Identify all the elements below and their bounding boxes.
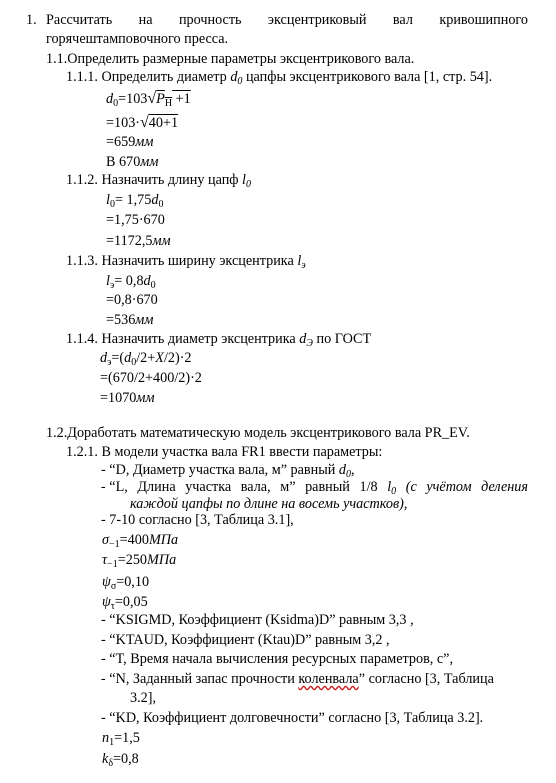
formula-l0-substitution: =1,75·670	[106, 212, 165, 228]
param-D-line: - “D, Диаметр участка вала, м” равный $d_0$,	[101, 462, 355, 480]
item1-first-line: Рассчитать на прочность эксцентриковый вал кривошипного	[46, 12, 528, 28]
param-KD-line: - “KD, Коэффициент долговечности” согласно [3, Таблица 3.2].	[101, 710, 484, 726]
section-1-1-4-title: 1.1.4. Назначить диаметр эксцентрика $d_Э$ по ГОСТ	[66, 331, 372, 349]
param-ksigmd-line: - “KSIGMD, Коэффициент (Ksidma)D” равным 3,3 ,	[101, 612, 414, 628]
param-psi-tau: $\psi_\tau=0,05$	[102, 594, 148, 612]
item1-continuation: горячештамповочного пресса.	[46, 31, 229, 47]
formula-l0-result: =1172,5мм	[106, 233, 171, 249]
formula-le-substitution: =0,8·670	[106, 292, 158, 308]
param-L-line: - “L, Длина участка вала, м” равный 1/8 $l_0$ (с учётом деления	[101, 479, 528, 497]
param-N-continuation: 3.2],	[130, 690, 157, 706]
param-7-10-line: - 7-10 согласно [3, Таблица 3.1],	[101, 512, 294, 528]
formula-de-result: =1070мм	[100, 390, 155, 406]
formula-l0: $l_0= 1,75d_0$	[106, 192, 164, 210]
section-1-2-1-title: 1.2.1. В модели участка вала FR1 ввести параметры:	[66, 444, 383, 460]
section-1-1-2-title: 1.1.2. Назначить длину цапф $l_0$	[66, 172, 251, 190]
formula-d0-result: =659мм	[106, 134, 154, 150]
formula-d0-rounded: В 670мм	[106, 154, 159, 170]
section-1-2-title: 1.2.Доработать математическую модель эксцентрикового вала PR_EV.	[46, 425, 470, 441]
param-n1: $n_1=1,5$	[102, 730, 140, 748]
item1-number: 1.	[26, 12, 37, 28]
formula-de-substitution: =(670/2+400/2)·2	[100, 370, 202, 386]
param-psi-sigma: $\psi_\sigma=0,10$	[102, 574, 150, 592]
param-T-line: - “T, Время начала вычисления ресурсных параметров, с”,	[101, 651, 454, 667]
param-k-delta: $k_\delta=0,8$	[102, 751, 139, 769]
formula-de: $d_э=(d_0/2+X/2)\cdot 2$	[100, 350, 192, 368]
formula-d0-substitution: =103·√40+1	[106, 114, 179, 131]
formula-d0-root: $d_0=103√P_H +1$	[106, 90, 191, 109]
param-sigma: $\sigma_{-1}=400МПа$	[102, 532, 179, 550]
section-1-1-3-title: 1.1.3. Назначить ширину эксцентрика $l_э$	[66, 253, 306, 271]
formula-le-result: =536мм	[106, 312, 154, 328]
param-ktaud-line: - “KTAUD, Коэффициент (Ktau)D” равным 3,2 ,	[101, 632, 390, 648]
section-1-1-title: 1.1.Определить размерные параметры эксцентрикового вала.	[46, 51, 415, 67]
param-L-continuation: каждой цапфы по длине на восемь участков),	[130, 496, 408, 512]
param-tau: $\tau_{-1}=250МПа$	[102, 552, 177, 570]
formula-le: $l_э= 0,8d_0$	[106, 273, 156, 291]
param-N-line: - “N, Заданный запас прочности коленвала” согласно [3, Таблица	[101, 671, 494, 687]
section-1-1-1-title: 1.1.1. Определить диаметр $d_0$ цапфы эксцентрикового вала [1, стр. 54].	[66, 69, 493, 87]
